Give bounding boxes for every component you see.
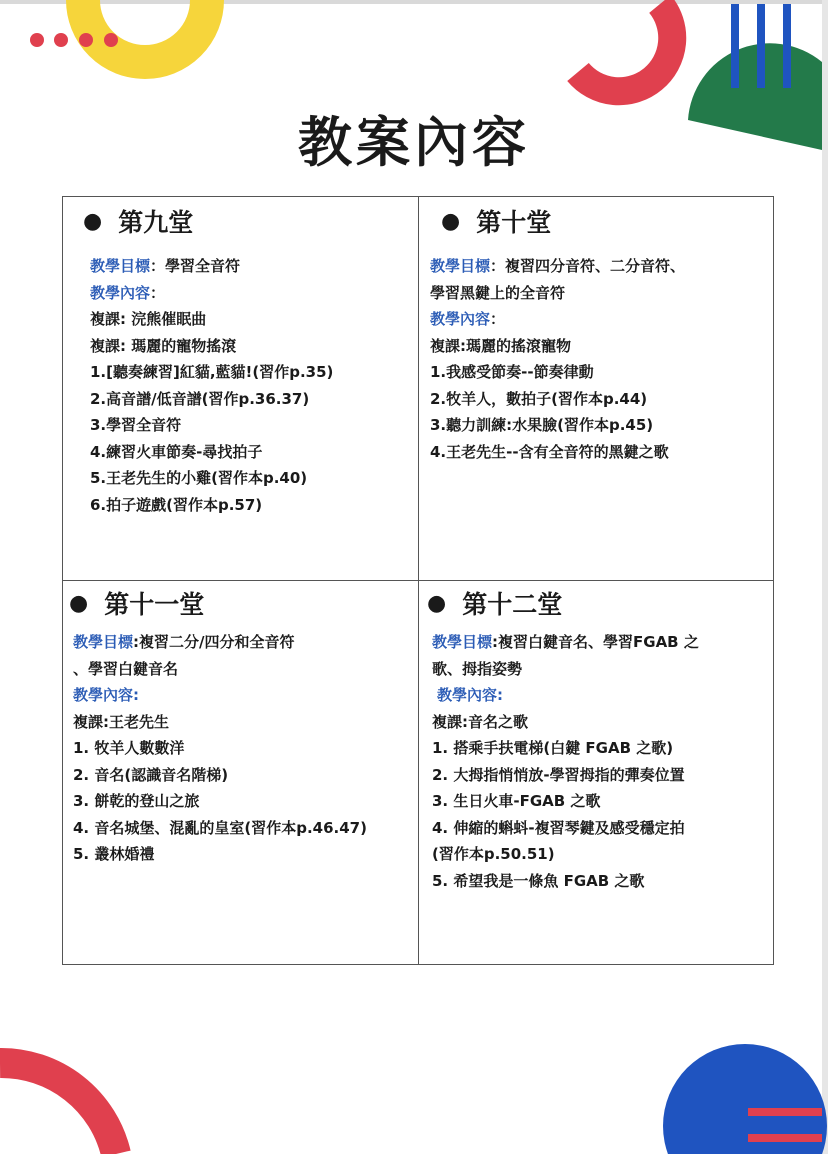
lesson-heading-row [83,203,418,239]
bullet-icon: ● [441,208,461,234]
goal-text: ：學習全音符 [150,257,241,275]
goal-line [73,629,418,656]
content-label: 教學內容 [430,310,491,328]
lesson-body [430,253,773,465]
goal-text: ：複習四分音符、二分音符、 [490,257,686,275]
bullet-icon: ● [69,590,89,616]
goal-line-cont: 、學習白鍵音名 [73,659,179,678]
red-ring [0,1063,116,1154]
lesson-heading-row [441,203,773,239]
lesson-card-12 [418,580,774,965]
list-item: 複課:瑪麗的搖滾寵物 [430,336,571,355]
bullet-icon: ● [83,208,103,234]
list-item: 2. 大拇指悄悄放-學習拇指的彈奏位置 [432,765,685,784]
list-item: 2.高音譜/低音譜(習作p.36.37) [90,389,310,408]
goal-text: :複習二分/四分和全音符 [133,633,295,651]
content-line [432,682,773,709]
content-suffix: : [497,686,504,704]
list-item: 4.練習火車節奏-尋找拍子 [90,442,263,461]
goal-label: 教學目標 [90,257,151,275]
lesson-body [432,629,773,894]
lesson-heading: 第十二堂 [462,590,563,619]
lesson-heading-row [69,585,418,621]
content-suffix: ： [150,283,166,302]
list-item: 3.學習全音符 [90,416,182,434]
list-item: 6.拍子遊戲(習作本p.57) [90,495,263,514]
content-line [430,306,773,333]
list-item: 5.王老先生的小雞(習作本p.40) [90,469,308,487]
lesson-card-10 [418,196,774,581]
content-suffix: ： [490,310,506,328]
lesson-card-9 [62,196,419,581]
content-label: 教學內容 [90,283,151,302]
goal-line [90,253,418,280]
content-line [90,280,418,307]
lesson-heading: 第十一堂 [104,590,205,619]
blue-circle [663,1044,827,1154]
goal-line [432,629,773,656]
page-title: 教案內容 [298,111,530,174]
list-item: 1. 搭乘手扶電梯(白鍵 FGAB 之歌) [432,739,674,757]
red-arc [578,4,672,91]
content-label: 教學內容 [437,686,498,704]
content-label: 教學內容 [73,686,134,704]
list-item: 2. 音名(認識音名階梯) [73,765,229,784]
lesson-card-11 [62,580,419,965]
list-item: 複課:音名之歌 [432,712,528,731]
goal-line [430,253,773,280]
lesson-body [90,253,418,518]
yellow-ring [83,0,207,62]
list-item: 3. 餅乾的登山之旅 [73,792,200,810]
list-item: 1.[聽奏練習]紅貓,藍貓!(習作p.35) [90,363,334,381]
list-item: 1. 牧羊人數數洋 [73,739,185,757]
bullet-icon: ● [427,590,447,616]
list-item: 4. 伸縮的蝌蚪-複習琴鍵及感受穩定拍 [432,818,685,837]
list-item: 5. 希望我是一條魚 FGAB 之歌 [432,871,645,890]
goal-label: 教學目標 [73,633,134,651]
goal-label: 教學目標 [432,633,493,651]
goal-label: 教學目標 [430,257,491,275]
goal-line-cont: 歌、拇指姿勢 [432,659,523,678]
content-line [73,682,418,709]
list-item: 1.我感受節奏--節奏律動 [430,363,594,381]
list-item: 複課: 瑪麗的寵物搖滾 [90,336,237,355]
lesson-heading: 第九堂 [118,208,194,237]
goal-line-cont: 學習黑鍵上的全音符 [430,283,566,302]
lesson-body [73,629,418,868]
list-item: 3.聽力訓練:水果臉(習作本p.45) [430,416,654,434]
goal-text: :複習白鍵音名、學習FGAB 之 [492,633,699,651]
lesson-heading-row [427,585,773,621]
list-item: 5. 叢林婚禮 [73,845,155,863]
list-item: 複課:王老先生 [73,712,169,731]
list-item: 4.王老先生--含有全音符的黑鍵之歌 [430,442,669,461]
list-item: 3. 生日火車-FGAB 之歌 [432,792,601,810]
list-item: 4. 音名城堡、混亂的皇室(習作本p.46.47) [73,818,367,837]
lesson-heading: 第十堂 [476,208,552,237]
list-item: 2.牧羊人，數拍子(習作本p.44) [430,389,648,408]
list-item: 複課: 浣熊催眠曲 [90,310,207,328]
list-item: (習作本p.50.51) [432,845,555,863]
content-suffix: : [133,686,140,704]
